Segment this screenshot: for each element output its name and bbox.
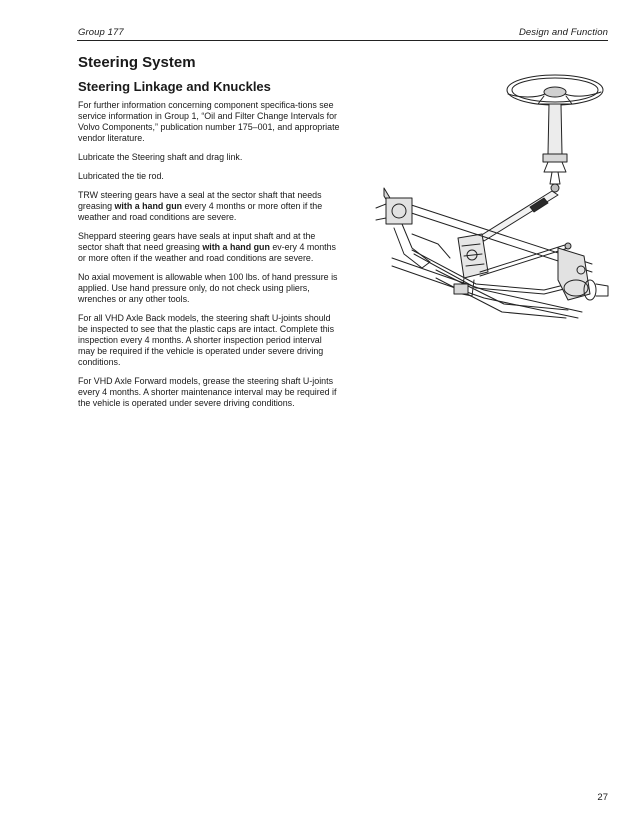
emphasis-text: with a hand gun bbox=[114, 201, 183, 211]
body-text bbox=[78, 100, 340, 417]
paragraph-text: TRW steering gears have a seal at the sector shaft that needs greasing bbox=[78, 190, 322, 211]
paragraph-axial-movement: No axial movement is allowable when 100 lbs. of hand pressure is applied. Use hand pressure only, do not check using pliers, wrenches or any other tools. bbox=[78, 272, 338, 304]
drag-link bbox=[480, 243, 571, 276]
emphasis-text: with a hand gun bbox=[202, 242, 270, 252]
steering-column bbox=[543, 104, 567, 192]
header-group-label: Group 177 bbox=[78, 27, 124, 38]
left-knuckle bbox=[376, 198, 450, 268]
paragraph-lubricate-tie-rod: Lubricated the tie rod. bbox=[78, 171, 164, 181]
paragraph-lubricate-shaft: Lubricate the Steering shaft and drag link. bbox=[78, 152, 243, 162]
header-section-label: Design and Function bbox=[518, 27, 608, 38]
page-title: Steering System bbox=[78, 54, 196, 71]
right-knuckle bbox=[558, 248, 608, 300]
paragraph-sheppard-gears bbox=[78, 231, 340, 264]
header-divider bbox=[77, 40, 608, 41]
paragraph-axle-back: For all VHD Axle Back models, the steering shaft U-joints should be inspected to see that the plastic caps are intact. Complete this inspection every 4 months. A shorter inspection period interval may be required if the vehicle is operated under severe driving conditions. bbox=[78, 313, 335, 367]
paragraph-specifications: For further information concerning component specifica-tions see service information in Group 1, “Oil and Filter Change Intervals for Volvo Components,” publication number 175–001, and appropriate vendor literature. bbox=[78, 100, 340, 143]
section-title: Steering Linkage and Knuckles bbox=[78, 79, 271, 94]
paragraph-trw-gears bbox=[78, 190, 340, 223]
paragraph-axle-forward: For VHD Axle Forward models, grease the steering shaft U-joints every 4 months. A shorter maintenance interval may be required if the vehicle is operated under severe driving conditions. bbox=[78, 376, 337, 408]
page-number: 27 bbox=[597, 792, 608, 803]
steering-wheel bbox=[507, 75, 603, 105]
steering-linkage-illustration bbox=[372, 58, 610, 320]
paragraph-text: every 4 months or more often if the weather and road conditions are severe. bbox=[78, 201, 323, 222]
paragraph-text: ev-ery 4 months or more often if the weather and road conditions are severe. bbox=[78, 242, 336, 263]
paragraph-text: Sheppard steering gears have seals at input shaft and at the sector shaft that need greasing bbox=[78, 231, 316, 252]
